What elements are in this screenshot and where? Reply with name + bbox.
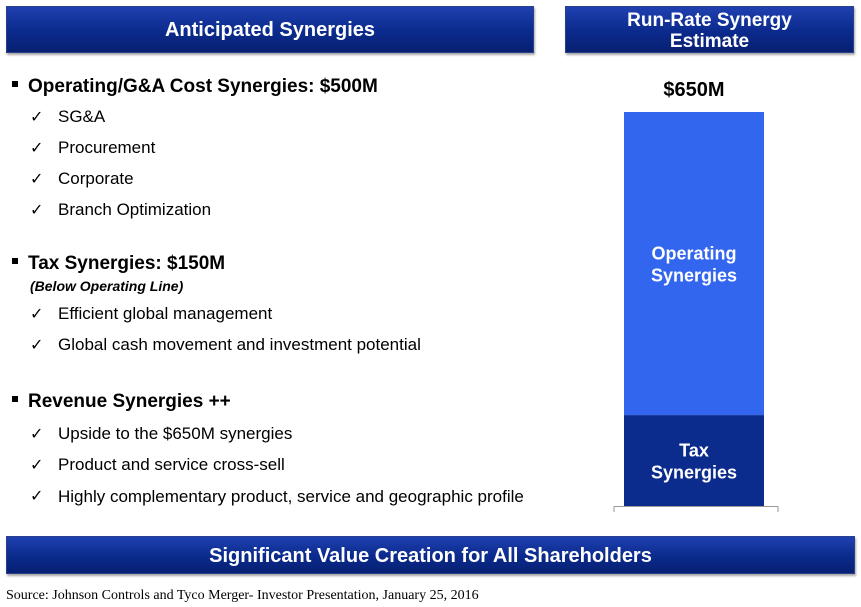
tax-synergies-label-line1: Tax — [679, 440, 709, 461]
checkmark-icon: ✓ — [30, 306, 44, 323]
anticipated-synergies-header: Anticipated Synergies — [6, 6, 534, 53]
list-item — [30, 169, 211, 200]
section-revenue-title-text: Revenue Synergies ++ — [28, 391, 231, 412]
list-item-text: Procurement — [58, 138, 156, 157]
list-item — [30, 486, 528, 508]
checkmark-icon: ✓ — [30, 202, 44, 219]
source-citation: Source: Johnson Controls and Tyco Merger- Investor Presentation, January 25, 2016 — [6, 588, 479, 603]
square-bullet-icon — [12, 258, 18, 264]
checkmark-icon: ✓ — [30, 171, 44, 188]
list-item-text: Corporate — [58, 169, 134, 188]
run-rate-header-line2: Estimate — [669, 31, 750, 52]
list-item — [30, 455, 528, 486]
section-revenue-title — [12, 391, 231, 413]
checkmark-icon: ✓ — [30, 426, 44, 443]
tax-synergies-label-line2: Synergies — [650, 462, 738, 483]
section-operating-title-text: Operating/G&A Cost Synergies: $500M — [28, 76, 378, 97]
revenue-synergy-list — [30, 424, 528, 508]
list-item-text: Branch Optimization — [58, 200, 212, 219]
list-item — [30, 107, 211, 138]
list-item-text: Highly complementary product, service and geographic profile — [58, 487, 524, 506]
checkmark-icon: ✓ — [30, 457, 44, 474]
tax-note: (Below Operating Line) — [30, 278, 184, 294]
square-bullet-icon — [12, 396, 18, 402]
operating-synergies-label-line1: Operating — [651, 243, 737, 264]
list-item — [30, 304, 421, 335]
section-operating-title — [12, 76, 378, 98]
list-item — [30, 424, 528, 455]
operating-synergies-label-line2: Synergies — [650, 265, 738, 286]
list-item — [30, 138, 211, 169]
value-creation-banner: Significant Value Creation for All Shareholders — [6, 536, 855, 574]
list-item-text: Efficient global management — [58, 304, 273, 323]
synergy-stacked-bar-chart — [600, 60, 820, 520]
list-item — [30, 200, 211, 231]
run-rate-header-line1: Run-Rate Synergy — [627, 10, 792, 31]
checkmark-icon: ✓ — [30, 140, 44, 157]
checkmark-icon: ✓ — [30, 488, 44, 505]
section-tax-title — [12, 253, 225, 275]
operating-synergy-list — [30, 107, 211, 231]
list-item-text: Global cash movement and investment potential — [58, 335, 421, 354]
section-tax-title-text: Tax Synergies: $150M — [28, 253, 226, 274]
list-item — [30, 335, 421, 366]
list-item-text: SG&A — [58, 107, 106, 126]
list-item-text: Product and service cross-sell — [58, 455, 285, 474]
checkmark-icon: ✓ — [30, 337, 44, 354]
list-item-text: Upside to the $650M synergies — [58, 424, 293, 443]
tax-synergy-list — [30, 304, 421, 366]
checkmark-icon: ✓ — [30, 109, 44, 126]
run-rate-header — [565, 6, 854, 53]
total-value-label: $650M — [663, 79, 725, 101]
square-bullet-icon — [12, 81, 18, 87]
